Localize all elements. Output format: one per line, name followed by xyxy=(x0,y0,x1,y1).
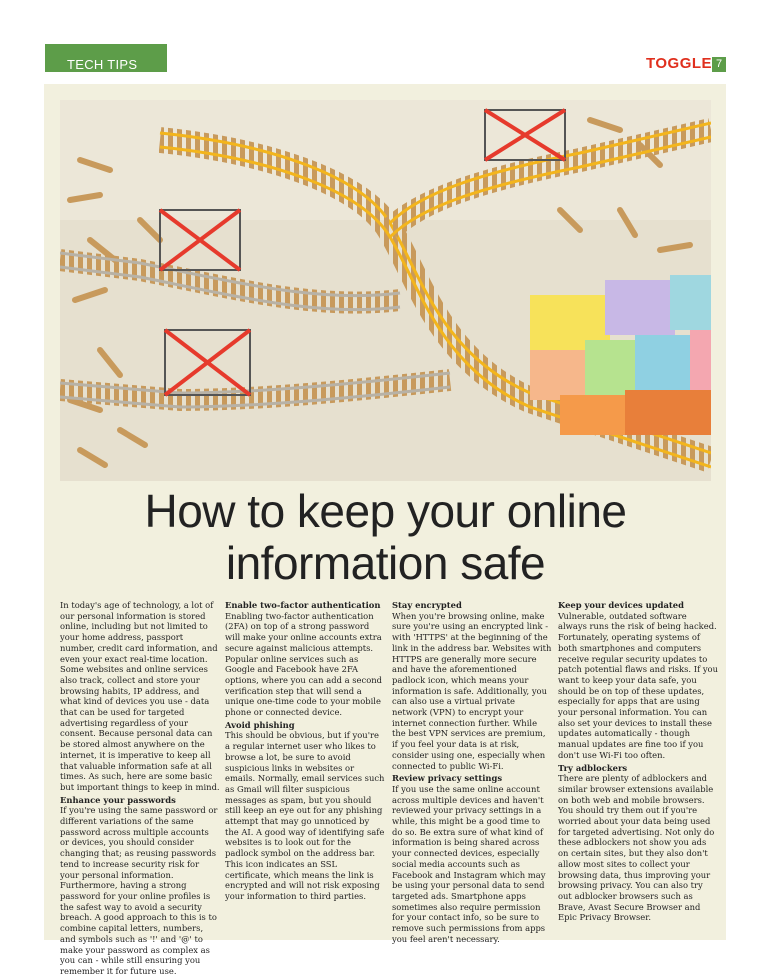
article-title: How to keep your online information safe xyxy=(144,485,627,589)
article-column-3 xyxy=(392,600,552,947)
section-heading: Stay encrypted xyxy=(392,600,462,610)
section-heading: Enhance your passwords xyxy=(60,794,176,805)
article-column-1 xyxy=(60,600,220,979)
section-tab xyxy=(45,44,167,72)
section-body: There are plenty of adblockers and similar browser extensions available on both web and mobile browsers. You should try them out if you're worried about your data being used for targeted advertising. Not only do these adblockers not show you ads on certain sites, but they also don't allow most sites to collect your browsing data, thus improving your browsing privacy. You can also try out adblocker browsers such as Brave, Avast Secure Browser and Epic Privacy Browser. xyxy=(558,773,715,923)
section-heading: Try adblockers xyxy=(558,762,628,773)
section-body: If you use the same online account across multiple devices and haven't reviewed your privacy settings in a while, this might be a good time to do so. Be extra sure of what kind of information is being shared across your connected devices, especially social media accounts such as Facebook and Instagram which may be using your personal data to send targeted ads. Smartphone apps sometimes also require permission for your contact info, so be sure to remove such permissions from apps you feel aren't necessary. xyxy=(392,783,546,944)
page-number: 7 xyxy=(712,57,726,72)
brand-logo: TOGGLE xyxy=(646,55,713,72)
article-column-2 xyxy=(225,600,385,904)
section-body: If you're using the same password or different variations of the same password across multiple accounts or devices, you should consider changing that; as reusing passwords tend to increase security risk for your personal information. Furthermore, having a strong password for your online profiles is the safest way to avoid a security breach. A good approach to this is to combine capital letters, numbers, and symbols such as '!' and '@' to make your password as complex as you can - while still ensuring you remember it for future use. xyxy=(60,805,218,976)
article-column-4 xyxy=(558,600,718,925)
section-body: This should be obvious, but if you're a regular internet user who likes to browse a lot, be sure to avoid suspicious links in websites or emails. Normally, email services such as Gmail will filter suspicious messages as spam, but you should still keep an eye out for any phishing attempt that may go unnoticed by the AI. A good way of identifying safe websites is to look out for the padlock symbol on the address bar. This icon indicates an SSL certificate, which means the link is encrypted and will not risk exposing your information to third parties. xyxy=(225,730,385,901)
section-heading: Avoid phishing xyxy=(225,719,295,730)
section-body: Enabling two-factor authentication (2FA) on top of a strong password will make your online accounts extra secure against malicious attempts. Popular online services such as Google and Facebook have 2FA options, where you can add a second verification step that will send a unique one-time code to your mobile phone or connected device. xyxy=(225,610,382,718)
section-body: When you're browsing online, make sure you're using an encrypted link - with 'HTTPS' at the beginning of the link in the address bar. Websites with HTTPS are generally more secure and have the aforementioned padlock icon, which means your information is safe. Additionally, you can also use a virtual private network (VPN) to encrypt your internet connection further. While the best VPN services are premium, if you feel your data is at risk, consider using one, especially when connected to public Wi-Fi. xyxy=(392,610,552,771)
article-intro: In today's age of technology, a lot of our personal information is stored online, including but not limited to your home address, passport number, credit card information, and even your exact real-time location. Some websites and online services also track, collect and store your browsing habits, IP address, and what kind of devices you use - data that can be used for targeted advertising regardless of your consent. Because personal data can be stored almost anywhere on the internet, it is imperative to keep all that valuable information safe at all times. As such, here are some basic but important things to keep in mind. xyxy=(60,600,220,792)
section-body: Vulnerable, outdated software always runs the risk of being hacked. Fortunately, operating systems of both smartphones and computers receive regular security updates to patch potential flaws and risks. If you want to keep your data safe, you should be on top of these updates, especially for apps that are using your personal information. You can also set your devices to install these updates automatically - though manual updates are fine too if you don't use Wi-Fi too often. xyxy=(558,610,718,760)
section-heading: Enable two-factor authentication xyxy=(225,600,381,610)
hero-illustration xyxy=(60,100,711,481)
section-heading: Keep your devices updated xyxy=(558,600,684,610)
section-label: TECH TIPS xyxy=(67,57,138,72)
section-heading: Review privacy settings xyxy=(392,773,503,784)
